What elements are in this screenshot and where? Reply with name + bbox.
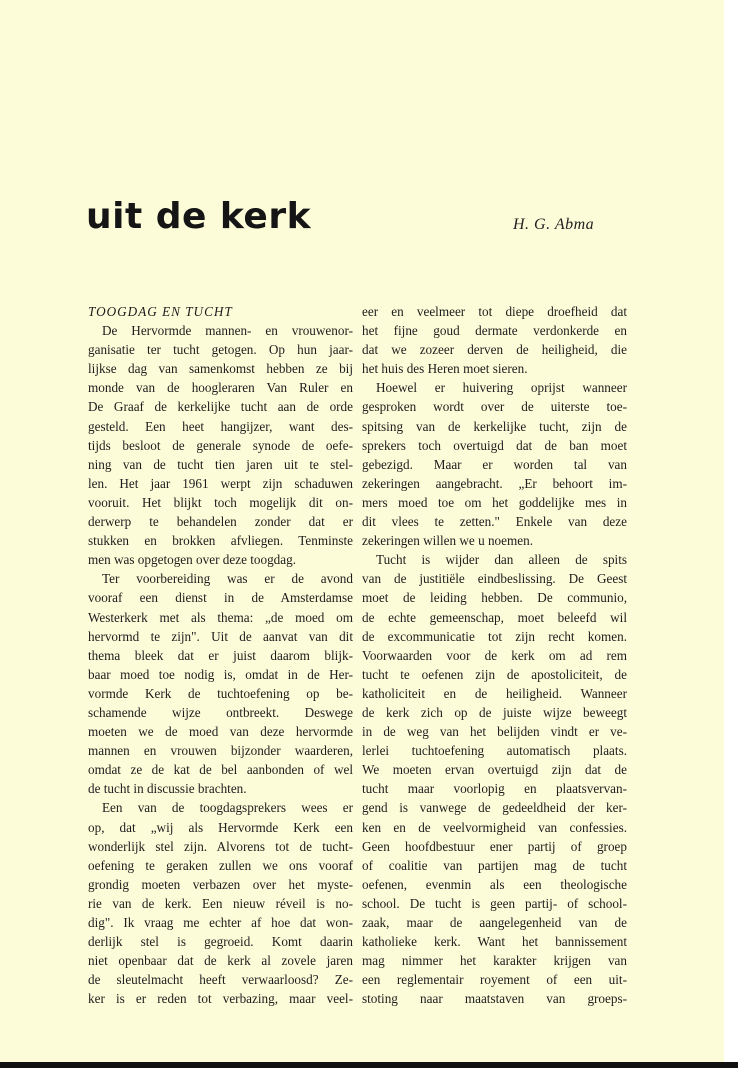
text-line: ning van de tucht tien jaren uit te stel- xyxy=(88,456,353,472)
text-line: vooruit. Het blijkt toch mogelijk dit on- xyxy=(88,494,353,510)
left-column xyxy=(88,302,353,1008)
text-line: zaak, maar de aangelegenheid van de xyxy=(362,915,627,930)
text-line: Voorwaarden voor de kerk om ad rem xyxy=(362,647,627,663)
text-line: het huis des Heren moet sieren. xyxy=(362,361,528,377)
text-line: vormde Kerk de tuchtoefening op be- xyxy=(88,685,353,701)
text-line: katholieke kerk. Want het bannissement xyxy=(362,934,627,950)
text-line: school. De tucht is geen partij- of school- xyxy=(362,895,627,911)
text-line: of coalitie van partijen mag de tucht xyxy=(362,857,627,873)
article-subtitle: TOOGDAG EN TUCHT xyxy=(88,304,233,319)
text-line: stoting naar maatstaven van groeps- xyxy=(362,991,627,1007)
text-line: dat we zozeer derven de heiligheid, die xyxy=(362,342,627,358)
text-line: omdat ze de kat de bel aanbonden of wel xyxy=(88,762,353,778)
text-line: in de weg van het belijden vindt er ve- xyxy=(362,724,627,740)
text-line: zekeringen willen we u noemen. xyxy=(362,533,534,549)
text-line: Hoewel er huivering oprijst wanneer xyxy=(376,380,627,396)
text-line: katholiciteit en de heiligheid. Wanneer xyxy=(362,685,627,701)
author-name: H. G. Abma xyxy=(513,216,595,233)
text-line: monde van de hoogleraren Van Ruler en xyxy=(88,380,353,396)
text-line: rie van de kerk. Een nieuw réveil is no- xyxy=(88,895,353,911)
text-line: de sleutelmacht heeft verwaarloosd? Ze- xyxy=(88,972,353,988)
text-line: eer en veelmeer tot diepe droefheid dat xyxy=(362,304,627,319)
text-line: stukken en brokken afvliegen. Tenminste xyxy=(88,533,353,549)
text-line: dit vlees te zetten." Enkele van deze xyxy=(362,514,627,530)
text-line: schamende wijze ontbreekt. Deswege xyxy=(88,704,353,720)
text-line: baar moed toe nodig is, omdat in de Her- xyxy=(88,666,353,682)
text-line: lijkse dag van samenkomst hebben ze bij xyxy=(88,361,353,377)
text-line: tucht te oefenen zijn de apostoliciteit, de xyxy=(362,666,627,682)
text-line: wonderlijk stel zijn. Alvorens tot de tucht- xyxy=(88,838,353,854)
text-line: sprekers toch overtuigd dat de ban moet xyxy=(362,437,627,453)
text-line: men was opgetogen over deze toogdag. xyxy=(88,552,296,568)
text-line: oefenen, evenmin als een theologische xyxy=(362,876,627,892)
text-line: vooraf een dienst in de Amsterdamse xyxy=(88,590,353,606)
text-line: op, dat „wij als Hervormde Kerk een xyxy=(88,819,353,835)
text-line: tucht maar voorlopig en plaatsvervan- xyxy=(362,781,627,797)
text-line: ganisatie ter tucht getogen. Op hun jaar- xyxy=(88,342,353,358)
text-line: mers moed toe om het goddelijke mes in xyxy=(362,494,627,510)
text-line: moeten we de moed van deze hervormde xyxy=(88,724,353,740)
text-line: gend is vanwege de gedeeldheid der ker- xyxy=(362,800,627,816)
text-line: Een van de toogdagsprekers wees er xyxy=(102,800,353,816)
right-column xyxy=(362,302,627,1008)
text-line: gesproken wordt over de uiterste toe- xyxy=(362,399,627,415)
text-line: Westerkerk met als thema: „de moed om xyxy=(88,609,353,625)
text-line: de echte gemeenschap, moet beleefd wil xyxy=(362,609,627,625)
text-line: van de justitiële eindbeslissing. De Geest xyxy=(362,571,627,587)
text-line: moet de leiding hebben. De communio, xyxy=(362,590,627,606)
text-line: gesteld. Een heet hangijzer, want des- xyxy=(88,418,353,434)
text-line: spitsing van de kerkelijke tucht, zijn de xyxy=(362,418,627,434)
text-line: len. Het jaar 1961 werpt zijn schaduwen xyxy=(88,475,353,491)
text-line: Tucht is wijder dan alleen de spits xyxy=(376,552,627,568)
text-line: lerlei tuchtoefening automatisch plaats. xyxy=(362,743,627,759)
text-line: ker is er reden tot verbazing, maar veel- xyxy=(88,991,353,1007)
text-line: mannen en vrouwen bijzonder waarderen, xyxy=(88,743,353,759)
text-line: De Graaf de kerkelijke tucht aan de orde xyxy=(88,399,353,415)
text-line: de kerk zich op de juiste wijze beweegt xyxy=(362,704,627,720)
text-line: het fijne goud dermate verdonkerde en xyxy=(362,323,627,339)
text-line: de excommunicatie tot zijn recht komen. xyxy=(362,628,627,644)
text-line: derwerp te behandelen zonder dat er xyxy=(88,514,353,530)
text-line: gebezigd. Maar er worden tal van xyxy=(362,456,627,472)
text-line: mag nimmer het karakter krijgen van xyxy=(362,953,627,969)
text-line: hervormd te zijn". Uit de aanvat van dit xyxy=(88,628,353,644)
left-column-lines xyxy=(88,321,353,1008)
text-line: Ter voorbereiding was er de avond xyxy=(102,571,353,587)
right-column-lines xyxy=(362,302,627,1008)
text-line: oefening te geraken zullen we ons vooraf xyxy=(88,857,353,873)
text-line: ken en de veelvormigheid van confessies. xyxy=(362,819,627,835)
text-line: We moeten ervan overtuigd zijn dat de xyxy=(362,762,627,778)
text-line: tijds besloot de generale synode de oefe- xyxy=(88,437,353,453)
text-line: dig". Ik vraag me echter af hoe dat won- xyxy=(88,915,353,930)
text-line: de tucht in discussie brachten. xyxy=(88,781,247,797)
text-line: grondig moeten verbazen over het myste- xyxy=(88,876,353,892)
text-line: niet openbaar dat de kerk al zovele jaren xyxy=(88,953,353,969)
text-line: een reglementair royement of een uit- xyxy=(362,972,627,988)
text-line: zekeringen aangebracht. „Er behoort im- xyxy=(362,475,627,491)
text-line: Geen hoofdbestuur ener partij of groep xyxy=(362,838,627,854)
text-line: De Hervormde mannen- en vrouwenor- xyxy=(102,323,353,339)
section-heading: uit de kerk xyxy=(86,196,312,237)
text-line: thema bleek dat er juist daarom blijk- xyxy=(88,647,353,663)
scan-edge-bottom xyxy=(0,1062,738,1068)
text-line: derlijk stel is gegroeid. Komt daarin xyxy=(88,934,353,950)
scan-margin-right xyxy=(724,0,738,1068)
